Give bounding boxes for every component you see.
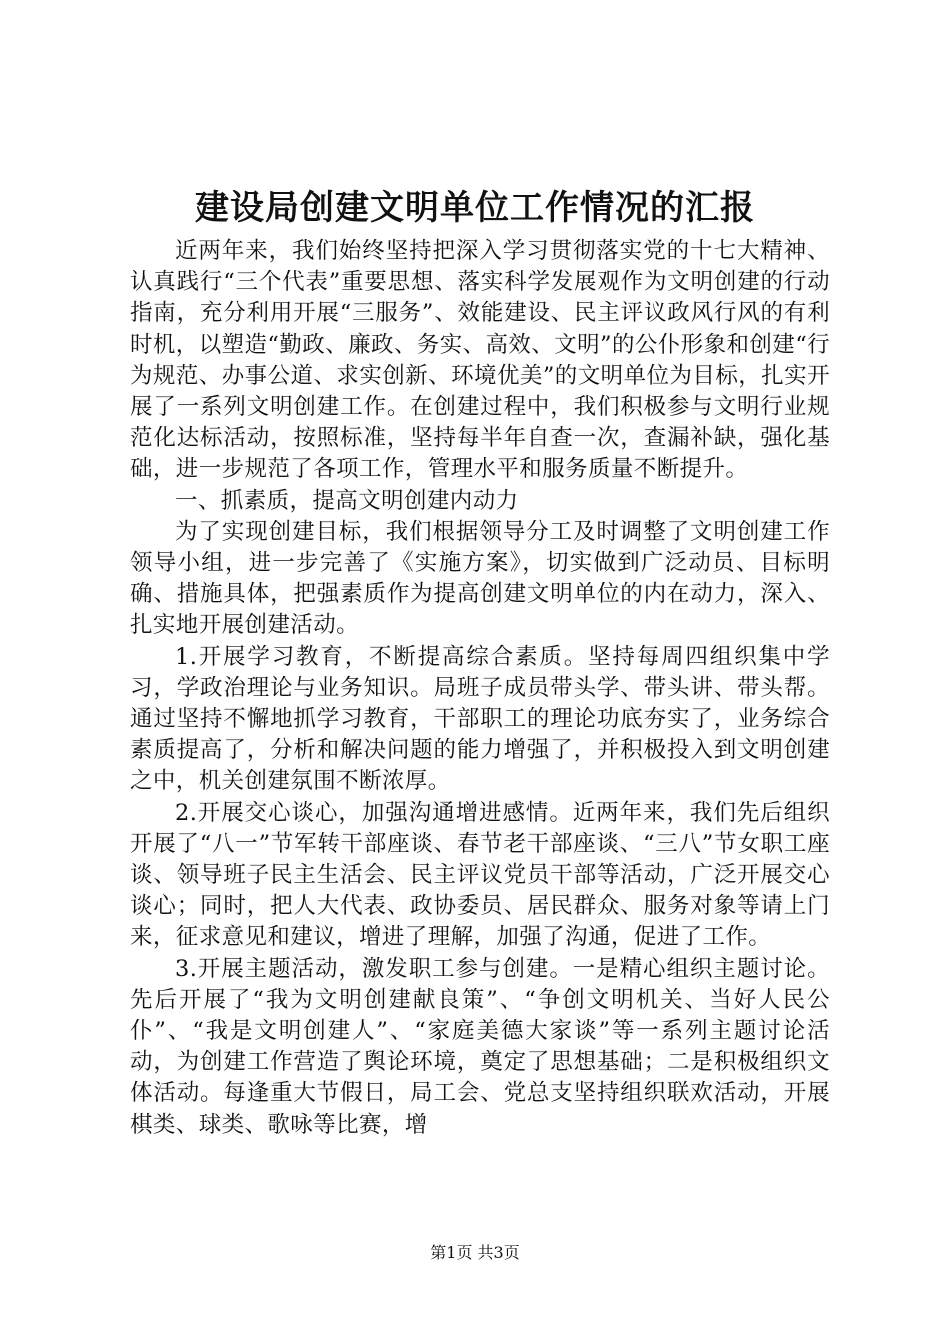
- paragraph-item-2: 2.开展交心谈心，加强沟通增进感情。近两年来，我们先后组织开展了“八一”节军转干部座谈、春节老干部座谈、“三八”节女职工座谈、领导班子民主生活会、民主评议党员干部等活动，广泛开展交心谈心；同时，把人大代表、政协委员、居民群众、服务对象等请上门来，征求意见和建议，增进了理解，加强了沟通，促进了工作。: [130, 799, 830, 951]
- paragraph-intro: 近两年来，我们始终坚持把深入学习贯彻落实党的十七大精神、认真践行“三个代表”重要思想、落实科学发展观作为文明创建的行动指南，充分利用开展“三服务”、效能建设、民主评议政风行风的有利时机，以塑造“勤政、廉政、务实、高效、文明”的公仆形象和创建“行为规范、办事公道、求实创新、环境优美”的文明单位为目标，扎实开展了一系列文明创建工作。在创建过程中，我们积极参与文明行业规范化达标活动，按照标准，坚持每半年自查一次，查漏补缺，强化基础，进一步规范了各项工作，管理水平和服务质量不断提升。: [130, 238, 830, 483]
- paragraph-item-3: 3.开展主题活动，激发职工参与创建。一是精心组织主题讨论。先后开展了“我为文明创建献良策”、“争创文明机关、当好人民公仆”、“我是文明创建人”、“家庭美德大家谈”等一系列主题讨论活动，为创建工作营造了舆论环境，奠定了思想基础；二是积极组织文体活动。每逢重大节假日，局工会、党总支坚持组织联欢活动，开展棋类、球类、歌咏等比赛，增: [130, 955, 830, 1138]
- paragraph-section-1: 为了实现创建目标，我们根据领导分工及时调整了文明创建工作领导小组，进一步完善了《实施方案》，切实做到广泛动员、目标明确、措施具体，把强素质作为提高创建文明单位的内在动力，深入、扎实地开展创建活动。: [130, 518, 830, 639]
- page-footer: 第1页 共3页: [430, 1243, 520, 1262]
- document-title: 建设局创建文明单位工作情况的汇报: [195, 188, 755, 228]
- paragraph-item-1: 1.开展学习教育，不断提高综合素质。坚持每周四组织集中学习，学政治理论与业务知识。局班子成员带头学、带头讲、带头帮。通过坚持不懈地抓学习教育，干部职工的理论功底夯实了，业务综合素质提高了，分析和解决问题的能力增强了，并积极投入到文明创建之中，机关创建氛围不断浓厚。: [130, 643, 830, 795]
- document-body: [130, 236, 830, 1141]
- section-heading-1: 一、抓素质，提高文明创建内动力: [175, 487, 519, 514]
